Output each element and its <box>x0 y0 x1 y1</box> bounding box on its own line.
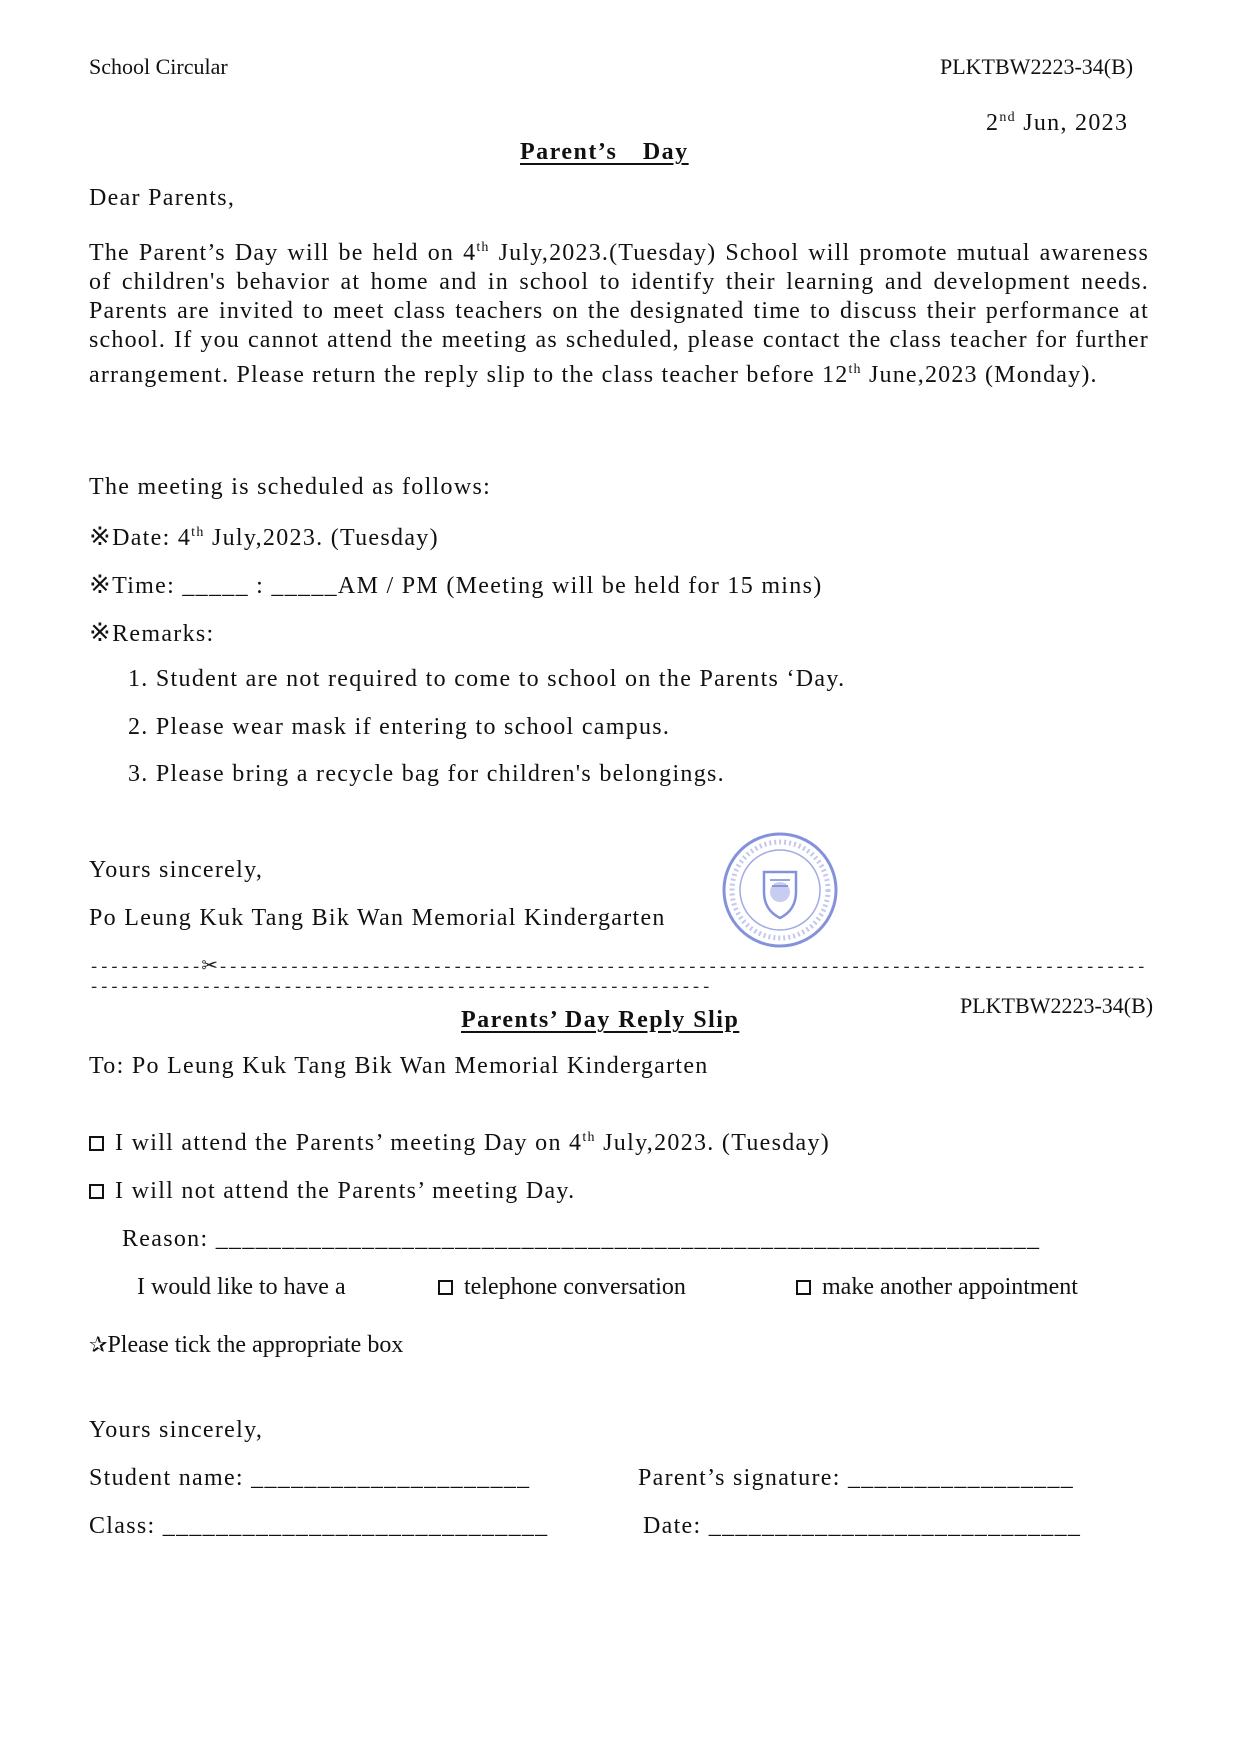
appointment-checkbox[interactable] <box>796 1280 811 1295</box>
reply-reference-number: PLKTBW2223-34(B) <box>960 993 1154 1018</box>
telephone-option[interactable]: telephone conversation <box>438 1274 686 1301</box>
schedule-time: ※Time: _____ : _____AM / PM (Meeting will be held for 15 mins) <box>89 570 823 599</box>
school-seal-stamp <box>720 830 840 950</box>
tick-note: ✰Please tick the appropriate box <box>89 1332 404 1358</box>
appointment-option[interactable]: make another appointment <box>796 1274 1078 1301</box>
not-attend-option[interactable]: I will not attend the Parents’ meeting Day. <box>89 1178 575 1205</box>
greeting: Dear Parents, <box>89 185 236 211</box>
reference-mark-icon: ※ <box>89 570 113 599</box>
schedule-date: ※Date: 4th July,2023. (Tuesday) <box>89 522 439 551</box>
closing: Yours sincerely, <box>89 857 264 883</box>
star-icon: ✰ <box>89 1333 108 1358</box>
parent-signature-field[interactable]: Parent’s signature: _________________ <box>638 1465 1075 1491</box>
reference-mark-icon: ※ <box>89 522 113 551</box>
remark-item: 1. Student are not required to come to school on the Parents ‘Day. <box>128 666 846 692</box>
body-paragraph: The Parent’s Day will be held on 4th July,2023.(Tuesday) School will promote mutual awareness of children's behavior at home and in school to identify their learning and development needs. Parents are invited to meet class teachers on the designated time to discuss their performance at school. If you cannot attend the meeting as scheduled, please contact the class teacher for further arrangement. Please return the reply slip to the class teacher before 12th June,2023 (Monday). <box>89 240 1149 388</box>
circular-label: School Circular <box>89 54 228 79</box>
remark-item: 2. Please wear mask if entering to school campus. <box>128 714 671 740</box>
class-field[interactable]: Class: _____________________________ <box>89 1513 549 1539</box>
reply-closing: Yours sincerely, <box>89 1417 264 1443</box>
attend-checkbox[interactable] <box>89 1136 104 1151</box>
reference-number: PLKTBW2223-34(B) <box>940 54 1134 79</box>
not-attend-checkbox[interactable] <box>89 1184 104 1199</box>
schedule-intro: The meeting is scheduled as follows: <box>89 474 492 500</box>
date-field[interactable]: Date: ____________________________ <box>643 1513 1082 1539</box>
scissors-icon: ✂ <box>201 955 218 977</box>
reply-slip-title: Parents’ Day Reply Slip <box>461 1007 740 1033</box>
page-title: Parent’s Day <box>520 139 689 165</box>
preference-label: I would like to have a <box>137 1274 346 1300</box>
student-name-field[interactable]: Student name: _____________________ <box>89 1465 531 1491</box>
circular-date: 2nd Jun, 2023 <box>986 110 1129 136</box>
remarks-label: ※Remarks: <box>89 618 215 647</box>
reply-recipient: To: Po Leung Kuk Tang Bik Wan Memorial Kindergarten <box>89 1053 709 1079</box>
remark-item: 3. Please bring a recycle bag for children's belongings. <box>128 761 725 787</box>
reason-field[interactable]: Reason: ______________________________________________________________ <box>122 1226 1041 1252</box>
telephone-checkbox[interactable] <box>438 1280 453 1295</box>
reference-mark-icon: ※ <box>89 618 113 647</box>
cut-line: -----------✂-------------------------------------------------------------------------------------------------------------------------------------------------------- <box>89 955 1147 998</box>
school-name: Po Leung Kuk Tang Bik Wan Memorial Kindergarten <box>89 905 666 931</box>
attend-option[interactable]: I will attend the Parents’ meeting Day on 4th July,2023. (Tuesday) <box>89 1130 830 1157</box>
